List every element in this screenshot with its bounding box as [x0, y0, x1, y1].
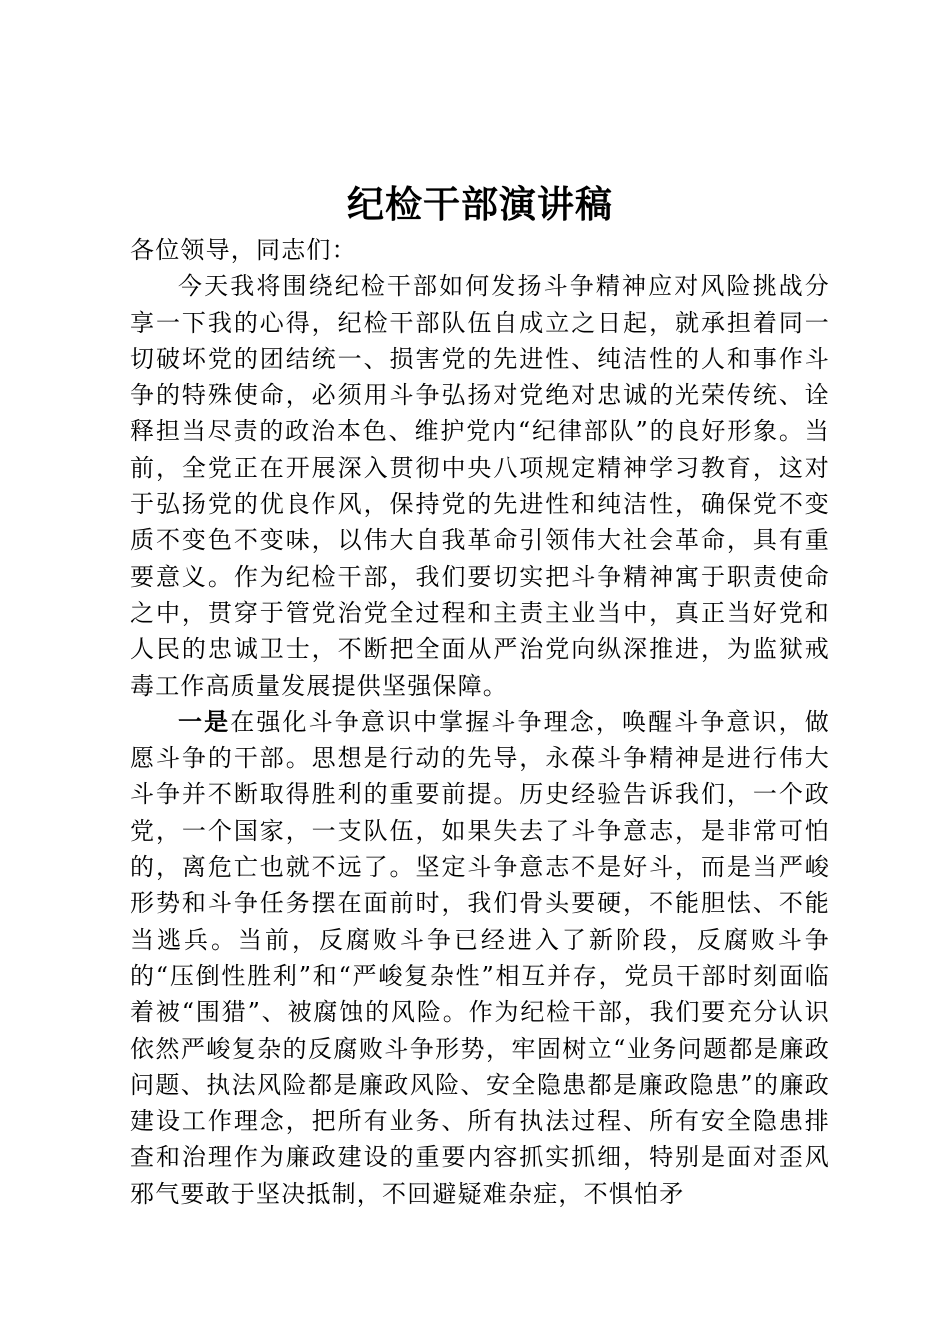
document-title: 纪检干部演讲稿	[347, 182, 613, 226]
paragraph-1: 今天我将围绕纪检干部如何发扬斗争精神应对风险挑战分享一下我的心得，纪检干部队伍自成立之日起，就承担着同一切破坏党的团结统一、损害党的先进性、纯洁性的人和事作斗争的特殊使命，必须用斗争弘扬对党绝对忠诚的光荣传统、诠释担当尽责的政治本色、维护党内“纪律部队”的良好形象。当前，全党正在开展深入贯彻中央八项规定精神学习教育，这对于弘扬党的优良作风，保持党的先进性和纯洁性，确保党不变质不变色不变味，以伟大自我革命引领伟大社会革命，具有重要意义。作为纪检干部，我们要切实把斗争精神寓于职责使命之中，贯穿于管党治党全过程和主责主业当中，真正当好党和人民的忠诚卫士，不断把全面从严治党向纵深推进，为监狱戒毒工作高质量发展提供坚强保障。	[130, 272, 830, 700]
salutation: 各位领导，同志们：	[130, 236, 357, 264]
paragraph-2-lead: 一是	[178, 706, 231, 736]
paragraph-2	[130, 704, 830, 1212]
document-page	[130, 180, 830, 1212]
paragraph-2-text: 在强化斗争意识中掌握斗争理念，唤醒斗争意识，做愿斗争的干部。思想是行动的先导，永葆斗争精神是进行伟大斗争并不断取得胜利的重要前提。历史经验告诉我们，一个政党，一个国家，一支队伍，如果失去了斗争意志，是非常可怕的，离危亡也就不远了。坚定斗争意志不是好斗，而是当严峻形势和斗争任务摆在面前时，我们骨头要硬，不能胆怯、不能当逃兵。当前，反腐败斗争已经进入了新阶段，反腐败斗争的“压倒性胜利”和“严峻复杂性”相互并存，党员干部时刻面临着被“围猎”、被腐蚀的风险。作为纪检干部，我们要充分认识依然严峻复杂的反腐败斗争形势，牢固树立“业务问题都是廉政问题、执法风险都是廉政风险、安全隐患都是廉政隐患”的廉政建设工作理念，把所有业务、所有执法过程、所有安全隐患排查和治理作为廉政建设的重要内容抓实抓细，特别是面对歪风邪气要敢于坚决抵制，不回避疑难杂症，不惧怕矛	[130, 707, 830, 1208]
